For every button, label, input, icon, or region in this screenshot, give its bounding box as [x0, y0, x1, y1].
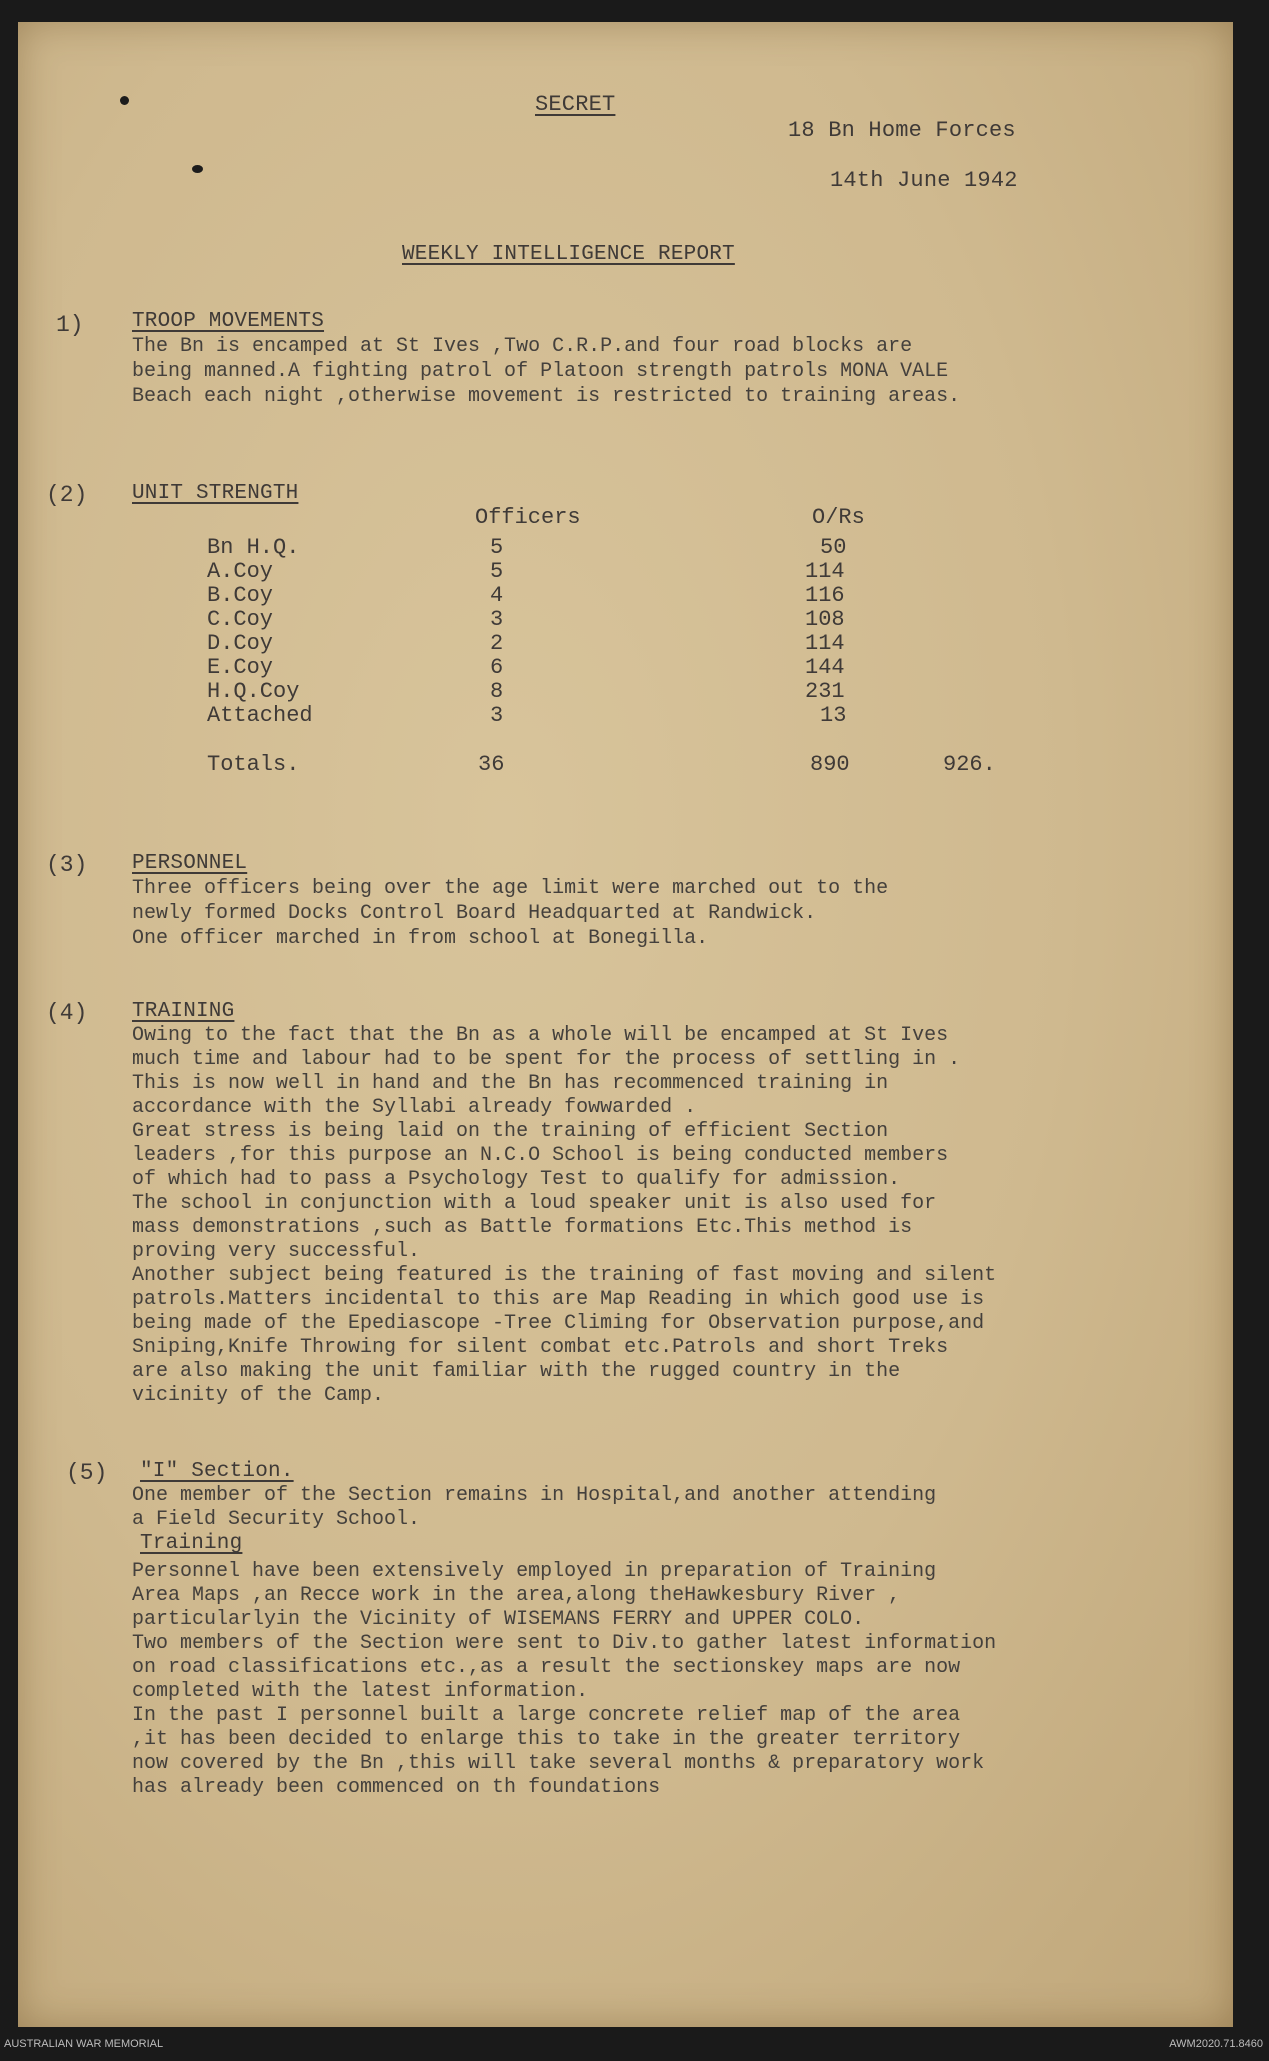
- text-line: Two members of the Section were sent to Div.to gather latest information: [132, 1632, 997, 1655]
- text-line: One member of the Section remains in Hospital,and another attending: [132, 1484, 937, 1507]
- column-header-officers: Officers: [475, 505, 581, 530]
- text-line: The school in conjunction with a loud speaker unit is also used for: [132, 1192, 937, 1215]
- text-line: The Bn is encamped at St Ives ,Two C.R.P.and four road blocks are: [132, 335, 913, 358]
- officers-cell: 3: [490, 703, 504, 728]
- ors-cell: 13: [820, 703, 847, 728]
- unit-cell: D.Coy: [207, 631, 274, 656]
- text-line: Beach each night ,otherwise movement is restricted to training areas.: [132, 385, 961, 408]
- section-heading: TRAINING: [132, 1000, 235, 1023]
- section-heading: PERSONNEL: [132, 852, 248, 875]
- unit-cell: A.Coy: [207, 559, 274, 584]
- unit-cell: H.Q.Coy: [207, 679, 300, 704]
- unit-name: 18 Bn Home Forces: [788, 118, 1016, 143]
- grand-total: 926.: [943, 752, 996, 777]
- unit-cell: C.Coy: [207, 607, 274, 632]
- section-heading: "I" Section.: [140, 1460, 294, 1483]
- officers-cell: 4: [490, 583, 504, 608]
- ors-cell: 231: [805, 679, 845, 704]
- section-number: (2): [46, 482, 88, 508]
- text-line: proving very successful.: [132, 1240, 421, 1263]
- report-date: 14th June 1942: [830, 168, 1018, 193]
- text-line: being made of the Epediascope -Tree Climing for Observation purpose,and: [132, 1312, 985, 1335]
- totals-officers: 36: [478, 752, 505, 777]
- text-line: ,it has been decided to enlarge this to take in the greater territory: [132, 1728, 961, 1751]
- section-number: (5): [66, 1460, 108, 1486]
- totals-ors: 890: [810, 752, 850, 777]
- text-line: newly formed Docks Control Board Headquarted at Randwick.: [132, 902, 817, 925]
- text-line: now covered by the Bn ,this will take several months & preparatory work: [132, 1752, 985, 1775]
- text-line: vicinity of the Camp.: [132, 1384, 385, 1407]
- text-line: Another subject being featured is the training of fast moving and silent: [132, 1264, 997, 1287]
- footer-reference: AWM2020.71.8460: [1169, 2038, 1263, 2050]
- text-line: leaders ,for this purpose an N.C.O School is being conducted members: [132, 1144, 949, 1167]
- report-title: WEEKLY INTELLIGENCE REPORT: [402, 243, 735, 266]
- unit-cell: Attached: [207, 703, 313, 728]
- text-line: completed with the latest information.: [132, 1680, 589, 1703]
- ors-cell: 108: [805, 607, 845, 632]
- unit-cell: B.Coy: [207, 583, 274, 608]
- text-line: mass demonstrations ,such as Battle formations Etc.This method is: [132, 1216, 913, 1239]
- text-line: of which had to pass a Psychology Test to qualify for admission.: [132, 1168, 901, 1191]
- section-heading: UNIT STRENGTH: [132, 482, 299, 505]
- section-number: 1): [56, 312, 84, 338]
- text-line: being manned.A fighting patrol of Platoon strength patrols MONA VALE: [132, 360, 949, 383]
- text-line: Three officers being over the age limit were marched out to the: [132, 877, 889, 900]
- text-line: One officer marched in from school at Bonegilla.: [132, 927, 709, 950]
- officers-cell: 5: [490, 559, 504, 584]
- classification-stamp: SECRET: [535, 92, 616, 117]
- footer-archive-name: AUSTRALIAN WAR MEMORIAL: [4, 2038, 164, 2050]
- officers-cell: 2: [490, 631, 504, 656]
- text-line: Area Maps ,an Recce work in the area,along theHawkesbury River ,: [132, 1584, 901, 1607]
- section-subheading: Training: [140, 1532, 243, 1555]
- text-line: In the past I personnel built a large concrete relief map of the area: [132, 1704, 961, 1727]
- text-line: a Field Security School.: [132, 1508, 421, 1531]
- text-line: This is now well in hand and the Bn has recommenced training in: [132, 1072, 889, 1095]
- text-line: Owing to the fact that the Bn as a whole will be encamped at St Ives: [132, 1024, 949, 1047]
- column-header-ors: O/Rs: [812, 505, 865, 530]
- ink-speck: [192, 165, 203, 173]
- text-line: Sniping,Knife Throwing for silent combat etc.Patrols and short Treks: [132, 1336, 949, 1359]
- ink-speck: [120, 96, 129, 105]
- ors-cell: 114: [805, 559, 845, 584]
- officers-cell: 5: [490, 535, 504, 560]
- text-line: accordance with the Syllabi already fowwarded .: [132, 1096, 697, 1119]
- totals-label: Totals.: [207, 752, 300, 777]
- text-line: Personnel have been extensively employed in preparation of Training: [132, 1560, 937, 1583]
- text-line: much time and labour had to be spent for the process of settling in .: [132, 1048, 961, 1071]
- text-line: particularlyin the Vicinity of WISEMANS FERRY and UPPER COLO.: [132, 1608, 865, 1631]
- text-line: Great stress is being laid on the training of efficient Section: [132, 1120, 889, 1143]
- ors-cell: 50: [820, 535, 847, 560]
- section-number: (3): [46, 852, 88, 878]
- text-line: patrols.Matters incidental to this are Map Reading in which good use is: [132, 1288, 985, 1311]
- officers-cell: 6: [490, 655, 504, 680]
- section-number: (4): [46, 1000, 88, 1026]
- unit-cell: E.Coy: [207, 655, 274, 680]
- text-line: has already been commenced on th foundations: [132, 1776, 661, 1799]
- ors-cell: 114: [805, 631, 845, 656]
- ors-cell: 144: [805, 655, 845, 680]
- text-line: on road classifications etc.,as a result the sectionskey maps are now: [132, 1656, 961, 1679]
- text-line: are also making the unit familiar with the rugged country in the: [132, 1360, 901, 1383]
- ors-cell: 116: [805, 583, 845, 608]
- officers-cell: 3: [490, 607, 504, 632]
- section-heading: TROOP MOVEMENTS: [132, 310, 325, 333]
- unit-cell: Bn H.Q.: [207, 535, 300, 560]
- officers-cell: 8: [490, 679, 504, 704]
